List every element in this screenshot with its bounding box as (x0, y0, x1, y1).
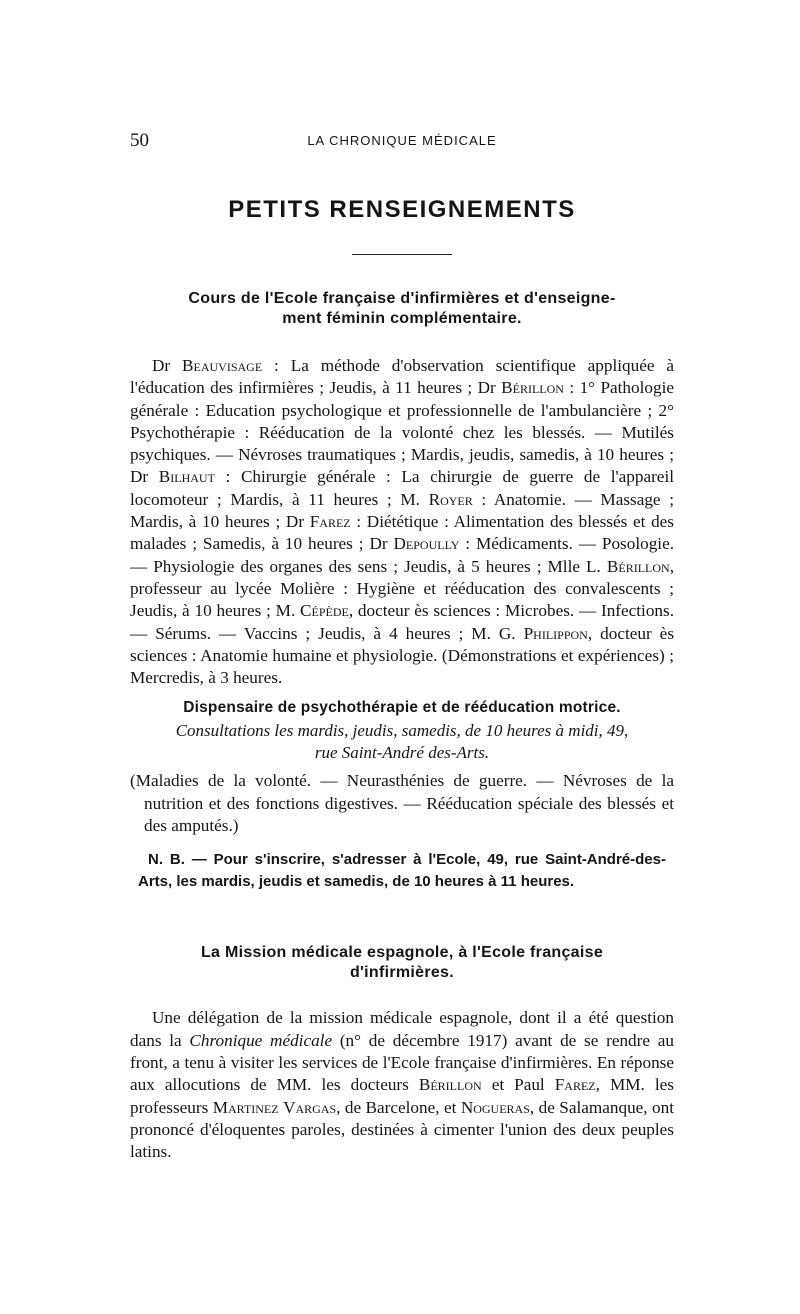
instructor-name: Beauvisage (182, 356, 263, 375)
section-title: PETITS RENSEIGNEMENTS (228, 196, 576, 223)
consultation-line: rue Saint-André des-Arts. (314, 743, 490, 763)
text-run: : Médicaments. — Posologie. — Physiologie des organes des sens ; Jeudis, à 5 heures ; Mlle L. (130, 534, 674, 576)
person-name: Farez (554, 1075, 596, 1095)
text-run: , MM. les professeurs (130, 1075, 674, 1117)
running-header (130, 128, 674, 154)
text-run: , de Barcelone, et (336, 1097, 461, 1117)
text-run: , docteur ès sciences : Microbes. — Infections. — Sérums. — Vaccins ; Jeudis, à 4 heures ; M. G. (130, 601, 674, 643)
instructor-name: Royer (428, 489, 473, 509)
document-page (130, 128, 674, 1163)
article-title-line: La Mission médicale espagnole, à l'Ecole française (200, 944, 604, 962)
nota-bene: N. B. — Pour s'inscrire, s'adresser à l'Ecole, 49, rue Saint-André-des-Arts, les mardis, jeudis et samedis, de 10 heures à 11 heures. (138, 851, 666, 891)
text-run: : Diététique : Alimentation des blessés et des malades ; Samedis, à 10 heures ; Dr (130, 512, 674, 554)
text-run: : Chirurgie générale : La chirurgie de guerre de l'appareil locomoteur ; Mardis, à 11 heures ; M. (130, 467, 674, 509)
article-title-line: ment féminin complémentaire. (282, 310, 522, 327)
article-title-mission (130, 943, 674, 983)
maladies-list: (Maladies de la volonté. — Neurasthénies de guerre. — Névroses de la nutrition et des fonctions digestives. — Rééducation spéciale des blessés et des amputés.) (130, 771, 674, 836)
consultation-hours (130, 720, 674, 764)
text-run: : Anatomie. — Massage ; Mardis, à 10 heures ; Dr (130, 489, 674, 532)
instructor-name: Bérillon (501, 378, 564, 398)
person-name: Vargas (283, 1097, 337, 1117)
instructor-name: Bilhaut (158, 467, 215, 487)
instructor-name: Depoully (393, 534, 460, 554)
text-run: Dr (152, 356, 183, 375)
text-run: (n° de décembre 1917) avant de se rendre au front, a tenu à visiter les services de l'Ecole française d'infirmières. En réponse aux allocutions de MM. les docteurs (130, 1030, 674, 1095)
instructor-name: Bérillon (606, 556, 670, 576)
text-run: , de Salamanque, ont prononcé d'éloquentes paroles, destinées à cimenter l'union des deux peuples latins. (130, 1097, 675, 1162)
person-name: Martinez (212, 1097, 279, 1117)
instructor-name: Philippon (523, 623, 588, 643)
course-list-paragraph (130, 355, 674, 689)
person-name: Nogueras (460, 1097, 530, 1117)
mission-paragraph (130, 1007, 674, 1163)
article-title-line: d'infirmières. (349, 964, 455, 982)
text-run: , professeur au lycée Molière : Hygiène et rééducation des convalescents ; Jeudis, à 10 heures ; M. (130, 556, 674, 621)
person-name: Bérillon (418, 1075, 482, 1095)
text-run: Une délégation de la mission médicale espagnole, dont il a été question dans la (130, 1008, 674, 1050)
instructor-name: Farez (309, 512, 351, 532)
text-run: et Paul (481, 1075, 555, 1095)
article-title-line: Cours de l'Ecole française d'infirmières et d'enseigne- (188, 290, 616, 307)
text-run: : 1° Pathologie générale : Education psychologique et professionnelle de l'ambulancière ; 2° Psychothérapie : Rééducation de la volonté chez les blessés. — Mutilés psychiques. — Névroses traumatiques ; Mardis, jeudis, samedis, à 10 heures ; Dr (130, 378, 674, 487)
text-run: , docteur ès sciences : Anatomie humaine et physiologie. (Démonstrations et expériences) ; Mercredis, à 3 heures. (130, 623, 675, 688)
instructor-name: Cépède (300, 601, 349, 621)
article-title-ecole (130, 289, 674, 329)
dispensary-heading: Dispensaire de psychothérapie et de rééducation motrice. (183, 699, 621, 717)
title-rule (352, 254, 452, 255)
consultation-line: Consultations les mardis, jeudis, samedis, de 10 heures à midi, 49, (175, 721, 629, 741)
text-run: : La méthode d'observation scientifique appliquée à l'éducation des infirmières ; Jeudis, à 11 heures ; Dr (130, 356, 674, 398)
page-number: 50 (130, 130, 149, 151)
journal-title: Chronique médicale (189, 1030, 333, 1050)
running-title: LA CHRONIQUE MÉDICALE (307, 133, 497, 148)
